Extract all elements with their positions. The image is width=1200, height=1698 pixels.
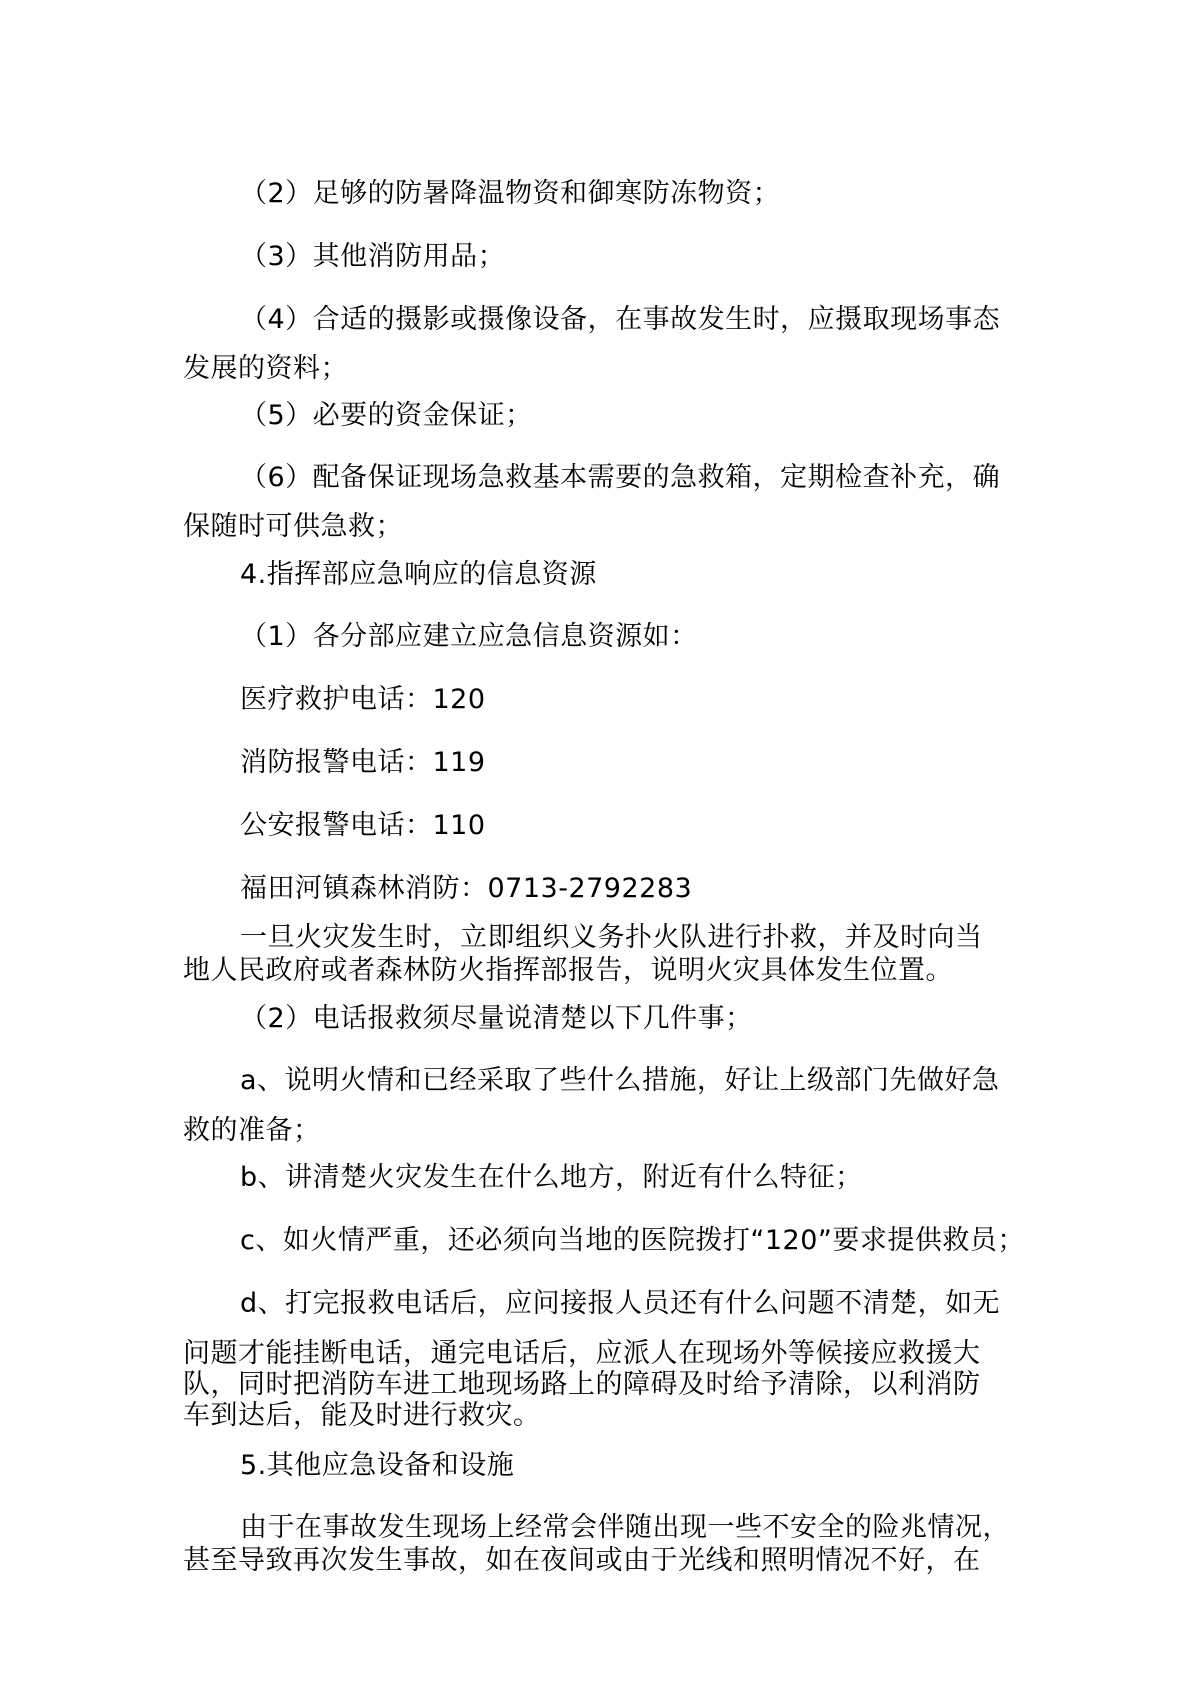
text-line: 消防报警电话：119 (240, 747, 486, 778)
text-line: d、打完报救电话后，应问接报人员还有什么问题不清楚，如无 (240, 1288, 1001, 1319)
text-line: 救的准备； (183, 1115, 321, 1146)
text-line: 地人民政府或者森林防火指挥部报告，说明火灾具体发生位置。 (183, 955, 953, 986)
text-line: （5）必要的资金保证； (240, 400, 533, 431)
text-line: （2）足够的防暑降温物资和御寒防冻物资； (240, 178, 781, 209)
text-line: b、讲清楚火灾发生在什么地方，附近有什么特征； (240, 1162, 863, 1193)
text-line: （4）合适的摄影或摄像设备，在事故发生时，应摄取现场事态 (240, 304, 1001, 335)
text-line: 车到达后，能及时进行救灾。 (183, 1400, 541, 1431)
text-line: （2）电话报救须尽量说清楚以下几件事； (240, 1003, 753, 1034)
text-line: 甚至导致再次发生事故，如在夜间或由于光线和照明情况不好，在 (183, 1545, 981, 1576)
text-line: a、说明火情和已经采取了些什么措施，好让上级部门先做好急 (240, 1065, 1000, 1096)
text-line: 由于在事故发生现场上经常会伴随出现一些不安全的险兆情况， (240, 1512, 1010, 1543)
text-line: （6）配备保证现场急救基本需要的急救箱，定期检查补充，确 (240, 462, 1001, 493)
text-line: 福田河镇森林消防：0713-2792283 (240, 873, 693, 904)
text-line: 保随时可供急救； (183, 511, 403, 542)
text-line: 问题才能挂断电话，通完电话后，应派人在现场外等候接应救援大 (183, 1338, 981, 1369)
text-line: 医疗救护电话：120 (240, 684, 486, 715)
text-line: 队，同时把消防车进工地现场路上的障碍及时给予清除，以利消防 (183, 1369, 981, 1400)
text-line: c、如火情严重，还必须向当地的医院拨打“120”要求提供救员； (240, 1225, 1025, 1256)
section-heading: 4.指挥部应急响应的信息资源 (240, 559, 597, 590)
section-heading: 5.其他应急设备和设施 (240, 1450, 515, 1481)
text-line: 公安报警电话：110 (240, 810, 486, 841)
text-line: 一旦火灾发生时，立即组织义务扑火队进行扑救，并及时向当 (240, 922, 983, 953)
text-line: （3）其他消防用品； (240, 241, 506, 272)
text-line: 发展的资料； (183, 353, 348, 384)
text-line: （1）各分部应建立应急信息资源如： (240, 621, 698, 652)
